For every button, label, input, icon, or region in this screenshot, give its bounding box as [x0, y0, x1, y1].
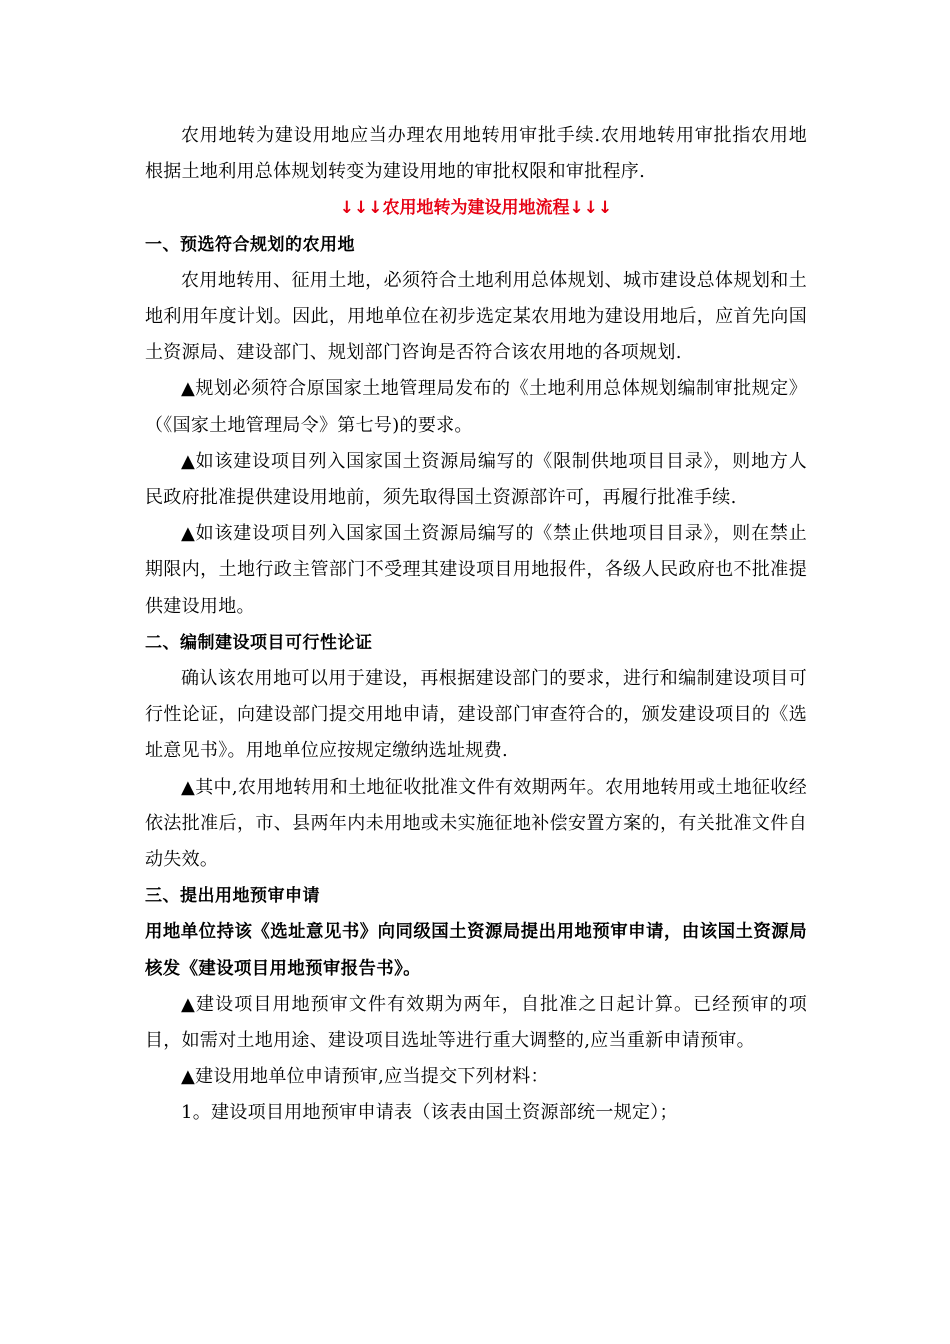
section-3-note: ▲建设用地单位申请预审,应当提交下列材料：	[181, 1066, 549, 1088]
section-3-bold-paragraph: 用地单位持该《选址意见书》向同级国土资源局提出用地预审申请，由该国土资源局核发《建设项目用地预审报告书》。	[145, 922, 807, 979]
section-1-note: ▲规划必须符合原国家土地管理局发布的《土地利用总体规划编制审批规定》（《国家土地管理局令》第七号)的要求。	[145, 378, 807, 436]
section-1-note: ▲如该建设项目列入国家国土资源局编写的《禁止供地项目目录》，则在禁止期限内，土地行政主管部门不受理其建设项目用地报件，各级人民政府也不批准提供建设用地。	[145, 523, 807, 617]
section-1-heading: 一、预选符合规划的农用地	[145, 234, 355, 255]
section-2-paragraph: 确认该农用地可以用于建设，再根据建设部门的要求，进行和编制建设项目可行性论证，向建设部门提交用地申请，建设部门审查符合的，颁发建设项目的《选址意见书》。用地单位应按规定缴纳选址规费.	[145, 668, 807, 762]
section-1-paragraph: 农用地转用、征用土地，必须符合土地利用总体规划、城市建设总体规划和土地利用年度计划。因此，用地单位在初步选定某农用地为建设用地后，应首先向国土资源局、建设部门、规划部门咨询是否符合该农用地的各项规划.	[145, 269, 807, 364]
section-3-list-item: 1。建设项目用地预审申请表（该表由国土资源部统一规定）；	[181, 1102, 678, 1124]
flow-title: ↓↓↓农用地转为建设用地流程↓↓↓	[339, 198, 613, 219]
section-2-heading: 二、编制建设项目可行性论证	[145, 632, 373, 653]
section-1-note: ▲如该建设项目列入国家国土资源局编写的《限制供地项目目录》，则地方人民政府批准提供建设用地前，须先取得国土资源部许可，再履行批准手续.	[145, 450, 807, 509]
section-3-heading: 三、提出用地预审申请	[145, 886, 320, 907]
section-2-note: ▲其中,农用地转用和土地征收批准文件有效期两年。农用地转用或土地征收经依法批准后，市、县两年内未用地或未实施征地补偿安置方案的，有关批准文件自动失效。	[145, 776, 807, 871]
section-3-note: ▲建设项目用地预审文件有效期为两年，自批准之日起计算。已经预审的项目，如需对土地用途、建设项目选址等进行重大调整的,应当重新申请预审。	[145, 993, 807, 1052]
intro-paragraph: 农用地转为建设用地应当办理农用地转用审批手续.农用地转用审批指农用地根据土地利用总体规划转变为建设用地的审批权限和审批程序.	[145, 125, 807, 183]
document-body	[145, 118, 807, 1132]
